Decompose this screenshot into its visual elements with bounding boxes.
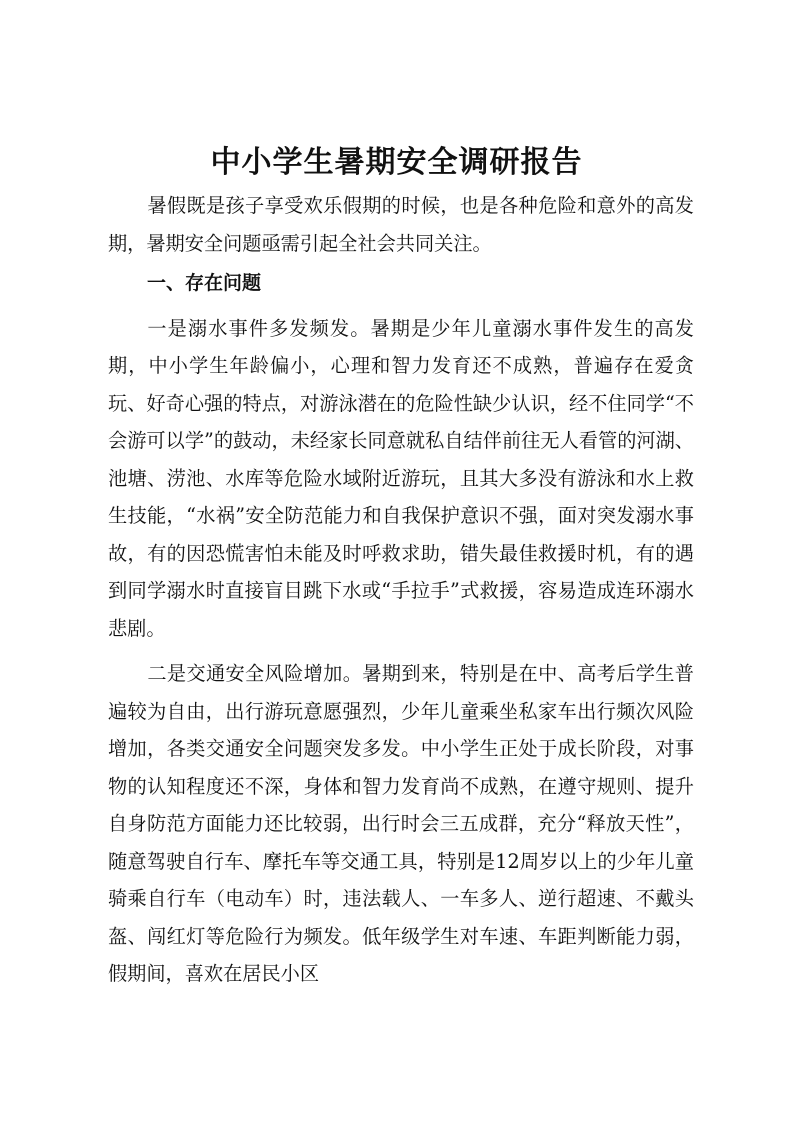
intro-paragraph: 暑假既是孩子享受欢乐假期的时候，也是各种危险和意外的高发期，暑期安全问题亟需引起全社会共同关注。 [108,194,694,255]
section-heading-problems: 一、存在问题 [146,272,261,294]
paragraph-traffic-safety: 二是交通安全风险增加。暑期到来，特别是在中、高考后学生普遍较为自由，出行游玩意愿强烈，少年儿童乘坐私家车出行频次风险增加，各类交通安全问题突发多发。中小学生正处于成长阶段，对事物的认知程度还不深，身体和智力发育尚不成熟，在遵守规则、提升自身防范方面能力还比较弱，出行时会三五成群，充分“释放天性”，随意驾驶自行车、摩托车等交通工具，特别是12周岁以上的少年儿童骑乘自行车（电动车）时，违法载人、一车多人、逆行超速、不戴头盔、闯红灯等危险行为频发。低年级学生对车速、车距判断能力弱，假期间，喜欢在居民小区 [108,662,694,985]
document-title: 中小学生暑期安全调研报告 [210,145,583,180]
document-body [108,187,694,993]
paragraph-drowning: 一是溺水事件多发频发。暑期是少年儿童溺水事件发生的高发期，中小学生年龄偏小，心理和智力发育还不成熟，普遍存在爱贪玩、好奇心强的特点，对游泳潜在的危险性缺少认识，经不住同学“不会游可以学”的鼓动，未经家长同意就私自结伴前往无人看管的河湖、池塘、涝池、水库等危险水域附近游玩，且其大多没有游泳和水上救生技能，“水祸”安全防范能力和自我保护意识不强，面对突发溺水事故，有的因恐慌害怕未能及时呼救求助，错失最佳救援时机，有的遇到同学溺水时直接盲目跳下水或“手拉手”式救援，容易造成连环溺水悲剧。 [108,316,694,640]
